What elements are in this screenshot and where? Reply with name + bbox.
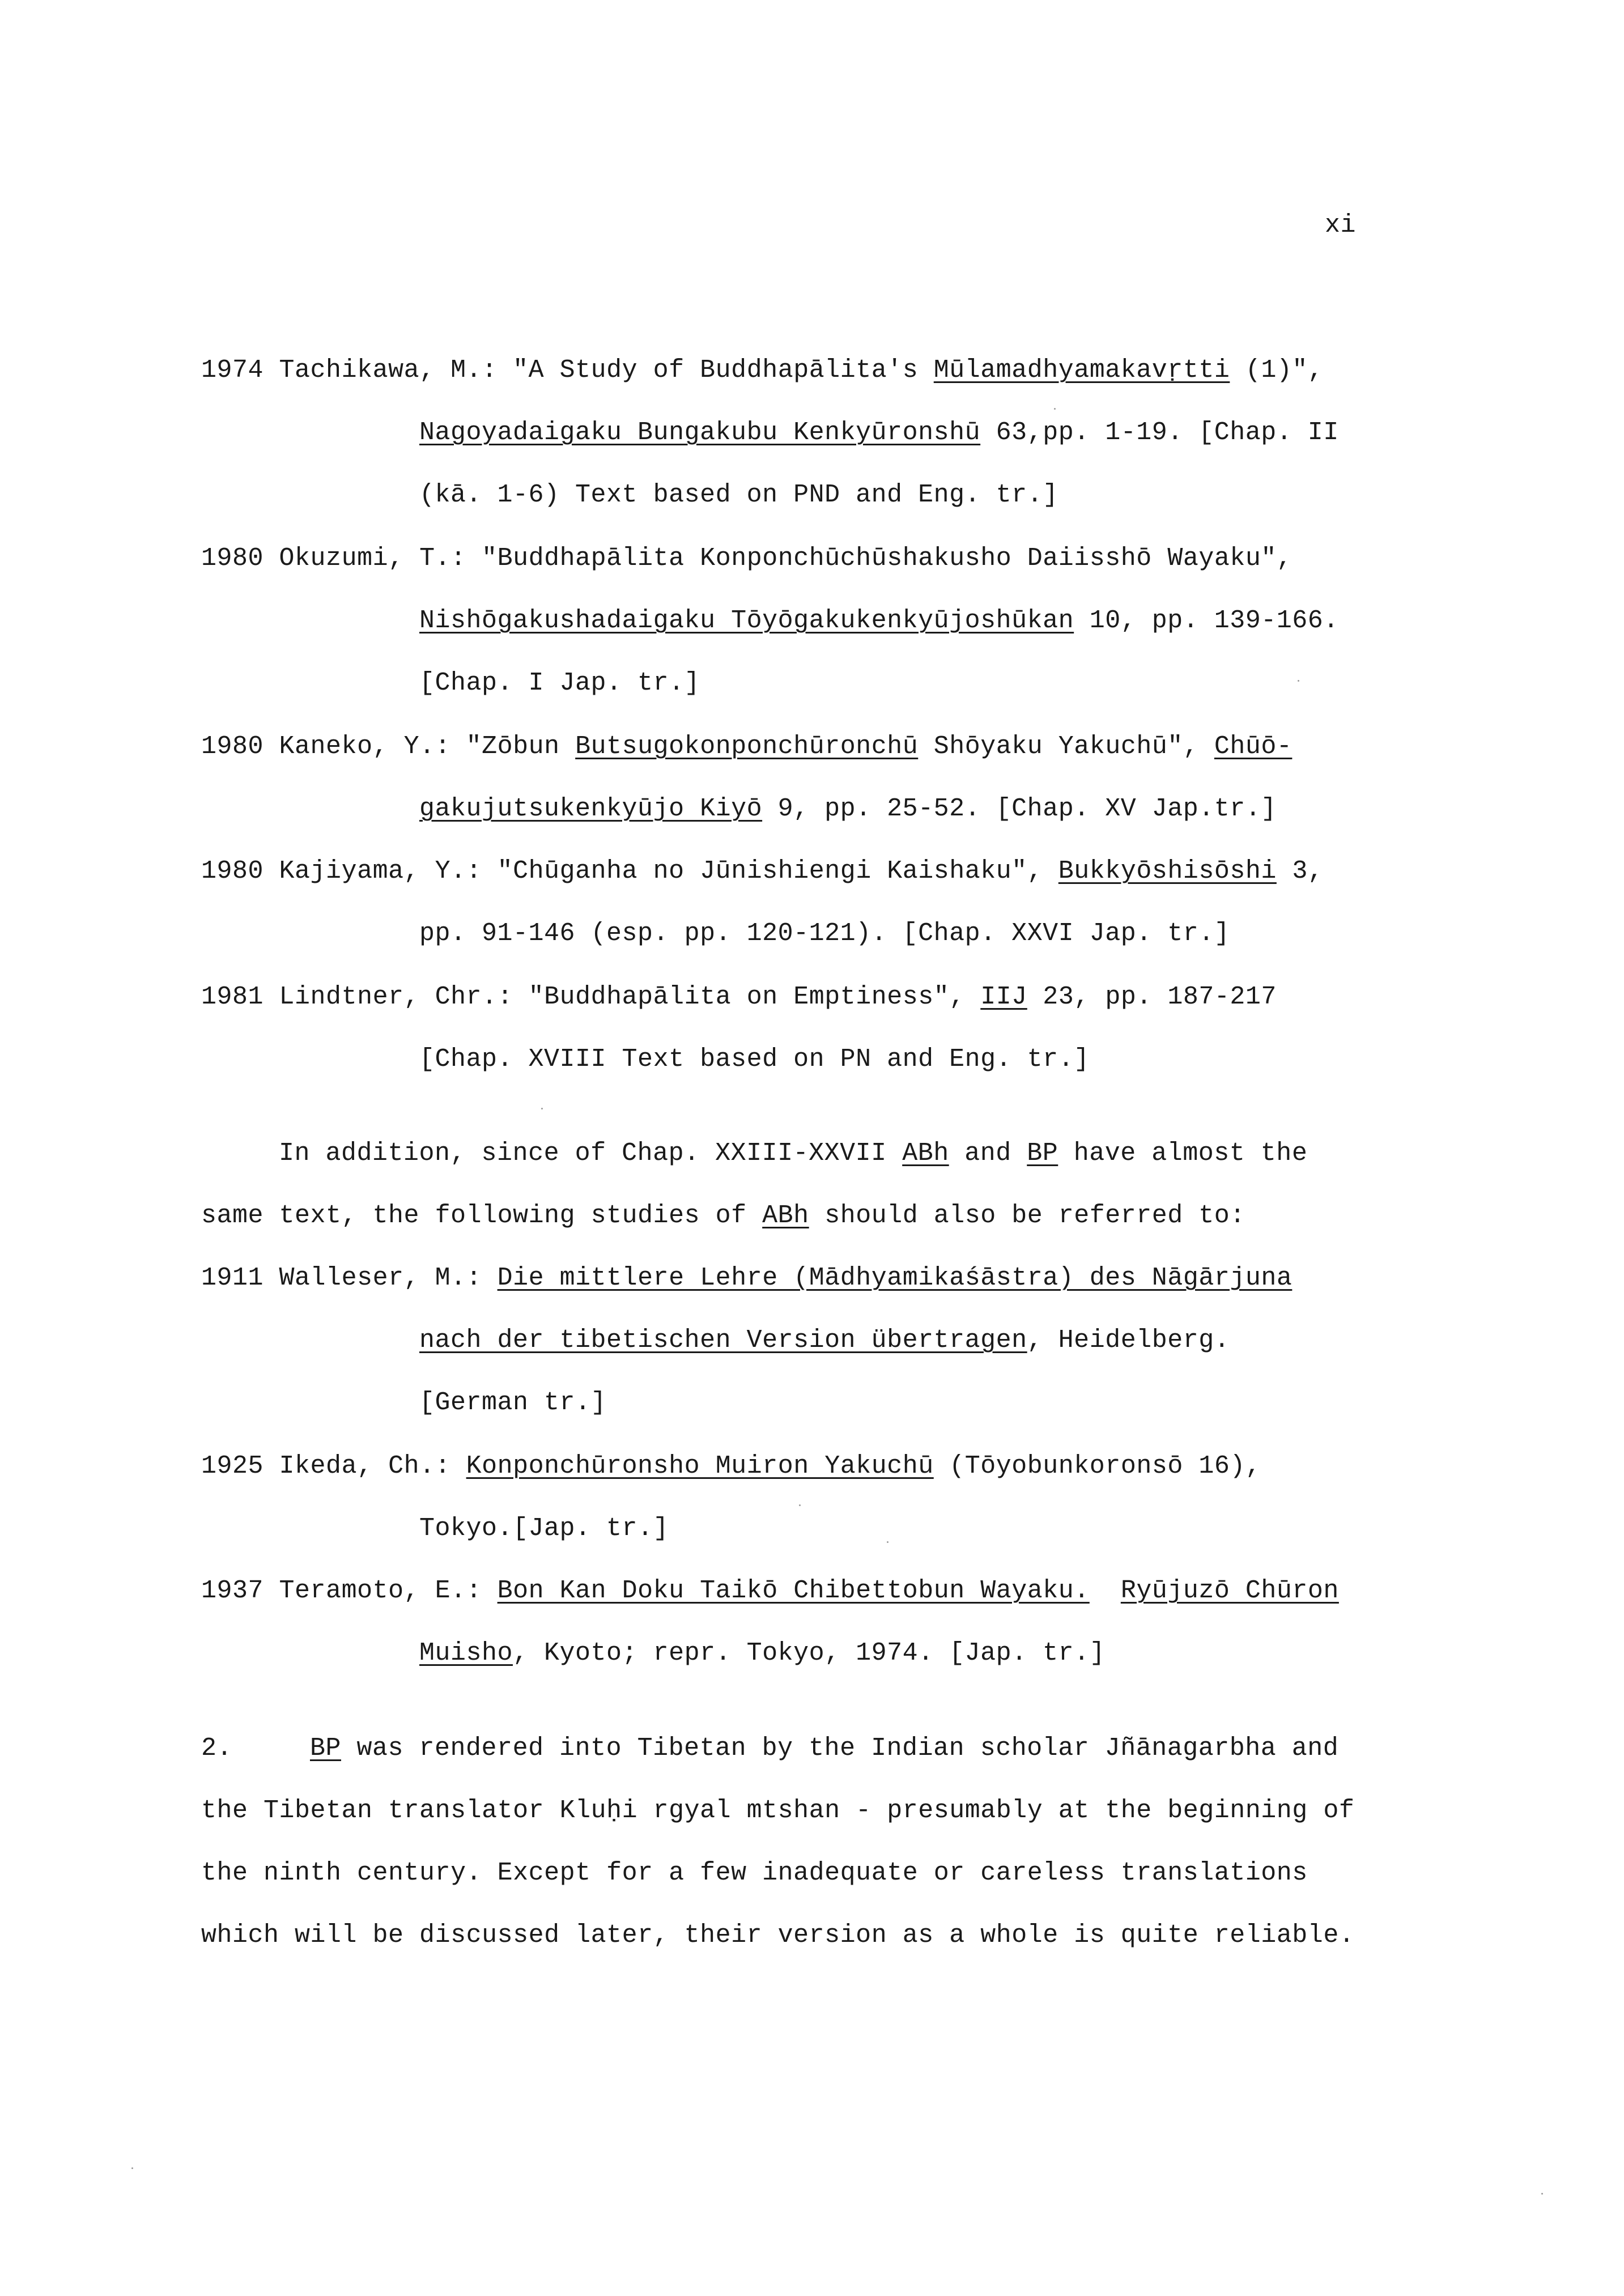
entry-text: (1)", (1230, 356, 1324, 385)
entry-author: Walleser, M.: (279, 1264, 482, 1292)
abbreviation: BP (310, 1734, 342, 1763)
paragraph-text: have almost the (1058, 1139, 1308, 1168)
entry-text: "A Study of Buddhapālita's (513, 356, 934, 385)
entry-year: 1981 (201, 983, 264, 1011)
entry-text: [Chap. XVIII Text based on PN and Eng. tr.] (419, 1045, 1090, 1074)
entry-text: 3, (1276, 857, 1324, 886)
entry-year: 1911 (201, 1264, 264, 1292)
bib-entry-line (419, 1044, 1090, 1075)
paragraph-line: which will be discussed later, their version as a whole is quite reliable. (201, 1921, 1355, 1950)
section-number: 2. (201, 1734, 233, 1763)
paragraph-line (201, 1200, 1245, 1232)
work-title: Die mittlere Lehre (Mādhyamikaśāstra) des Nāgārjuna (497, 1264, 1293, 1292)
entry-text: [Chap. I Jap. tr.] (419, 669, 700, 698)
entry-text: (Tōyobunkoronsō 16), (933, 1452, 1261, 1481)
bib-entry-line (419, 417, 1339, 449)
entry-text: 9, pp. 25-52. [Chap. XV Jap.tr.] (762, 794, 1277, 823)
entry-text (1090, 1576, 1121, 1605)
bib-entry-line (419, 1387, 606, 1419)
entry-text: , Heidelberg. (1027, 1326, 1230, 1355)
work-title: nach der tibetischen Version übertragen (419, 1326, 1027, 1355)
work-title: Konponchūronsho Muiron Yakuchū (466, 1452, 934, 1481)
entry-text: 23, pp. 187-217 (1027, 983, 1277, 1011)
journal-title: Chūō- (1214, 732, 1293, 761)
entry-year: 1937 (201, 1576, 264, 1605)
journal-title: Nagoyadaigaku Bungakubu Kenkyūronshū (419, 418, 981, 447)
paragraph-text: same text, the following studies of (201, 1201, 763, 1230)
entry-text: Shōyaku Yakuchū", (918, 732, 1214, 761)
entry-author: Okuzumi, T.: (279, 544, 466, 573)
entry-author: Lindtner, Chr.: (279, 983, 513, 1011)
entry-year: 1980 (201, 857, 264, 886)
entry-author: Tachikawa, M.: (279, 356, 498, 385)
journal-title: Bukkyōshisōshi (1058, 857, 1277, 886)
bib-entry-line (419, 1325, 1230, 1357)
bib-entry-line (419, 918, 1230, 950)
scan-speck (887, 1541, 888, 1543)
journal-title: IIJ (980, 983, 1027, 1011)
paragraph-text: In addition, since of Chap. XXIII-XXVII (279, 1139, 903, 1168)
entry-text: "Buddhapālita on Emptiness", (528, 983, 981, 1011)
paragraph-line (279, 1138, 1307, 1170)
entry-year: 1925 (201, 1452, 264, 1481)
entry-text: [German tr.] (419, 1388, 607, 1417)
page-number: xi (1325, 211, 1357, 240)
scan-speck (541, 1108, 543, 1109)
entry-year: 1980 (201, 732, 264, 761)
entry-author: Kaneko, Y.: (279, 732, 451, 761)
entry-text: , Kyoto; repr. Tokyo, 1974. [Jap. tr.] (513, 1639, 1106, 1668)
entry-text: "Buddhapālita Konponchūchūshakusho Daiisshō Wayaku", (482, 544, 1293, 573)
entry-text: Tokyo.[Jap. tr.] (419, 1514, 669, 1543)
bib-entry-line (201, 856, 1323, 887)
scan-speck (131, 2167, 133, 2169)
work-title: Bon Kan Doku Taikō Chibettobun Wayaku. (497, 1576, 1090, 1605)
bib-entry-line (201, 1451, 1261, 1482)
bib-entry-line (419, 479, 1058, 511)
paragraph-text: and (949, 1139, 1027, 1168)
journal-title: Nishōgakushadaigaku Tōyōgakukenkyūjoshūkan (419, 606, 1074, 635)
scan-speck (799, 1504, 801, 1506)
entry-text: "Zōbun (466, 732, 576, 761)
entry-text: "Chūganha no Jūnishiengi Kaishaku", (497, 857, 1058, 886)
bib-entry-line (419, 1638, 1105, 1669)
bib-entry-line (201, 355, 1323, 386)
bib-entry-line (201, 1262, 1292, 1294)
entry-author: Ikeda, Ch.: (279, 1452, 451, 1481)
entry-author: Teramoto, E.: (279, 1576, 482, 1605)
paragraph-text: was rendered into Tibetan by the Indian scholar Jñānagarbha and (341, 1734, 1339, 1763)
entry-text: 10, pp. 139-166. (1074, 606, 1339, 635)
paragraph-text: should also be referred to: (809, 1201, 1245, 1230)
entry-text: pp. 91-146 (esp. pp. 120-121). [Chap. XXVI Jap. tr.] (419, 919, 1230, 948)
abbreviation: BP (1027, 1139, 1058, 1168)
work-title: Mūlamadhyamakavṛtti (933, 356, 1230, 385)
paragraph-line: the Tibetan translator Kluḥi rgyal mtshan - presumably at the beginning of (201, 1796, 1355, 1825)
entry-year: 1980 (201, 544, 264, 573)
paragraph-line: the ninth century. Except for a few inadequate or careless translations (201, 1859, 1308, 1887)
abbreviation: ABh (902, 1139, 949, 1168)
bib-entry-line (419, 605, 1339, 637)
bib-entry-line (419, 667, 700, 699)
bib-entry-line (419, 1513, 669, 1545)
bib-entry-line (201, 1575, 1339, 1607)
bib-entry-line (419, 793, 1277, 825)
entry-year: 1974 (201, 356, 264, 385)
scan-speck (1298, 680, 1299, 682)
scan-speck (1541, 2193, 1543, 2195)
work-title: Ryūjuzō Chūron (1120, 1576, 1339, 1605)
work-title: Muisho (419, 1639, 513, 1668)
work-title: Butsugokonponchūronchū (575, 732, 919, 761)
abbreviation: ABh (762, 1201, 809, 1230)
bib-entry-line (201, 543, 1292, 575)
journal-title: gakujutsukenkyūjo Kiyō (419, 794, 763, 823)
paragraph-line (310, 1733, 1338, 1764)
bib-entry-line (201, 981, 1277, 1013)
entry-text: (kā. 1-6) Text based on PND and Eng. tr.] (419, 481, 1058, 509)
bib-entry-line (201, 731, 1292, 763)
scan-speck (1054, 408, 1056, 410)
entry-author: Kajiyama, Y.: (279, 857, 482, 886)
entry-text: 63,pp. 1-19. [Chap. II (980, 418, 1339, 447)
